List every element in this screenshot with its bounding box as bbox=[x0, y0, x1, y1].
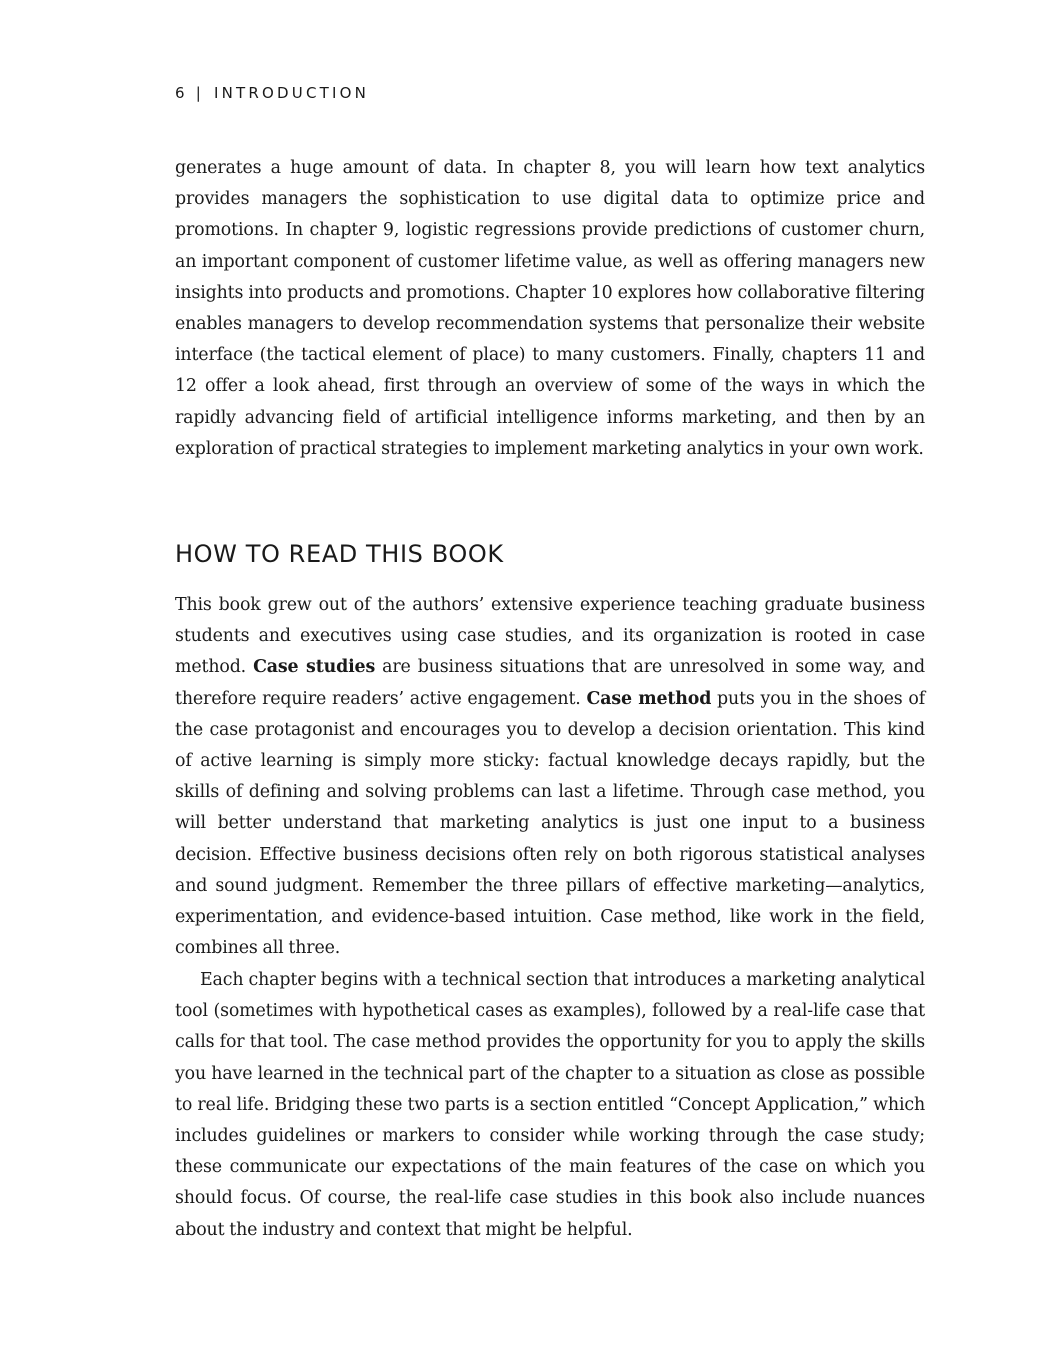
section-heading: HOW TO READ THIS BOOK bbox=[175, 540, 504, 568]
running-head-section: INTRODUCTION bbox=[214, 84, 370, 102]
term-case-studies: Case studies bbox=[253, 657, 376, 678]
running-head bbox=[175, 84, 369, 102]
term-case-method: Case method bbox=[586, 688, 712, 709]
paragraph-2-text-part-2: are business situations that are unresolved in some way, and therefore require readers’ active engagement. bbox=[175, 657, 925, 709]
paragraph-2-text-part-1: This book grew out of the authors’ extensive experience teaching graduate business students and executives using case studies, and its organization is rooted in case method. bbox=[175, 595, 925, 678]
body-paragraph-2 bbox=[175, 590, 925, 964]
running-head-separator: | bbox=[195, 84, 205, 102]
paragraph-2-text-part-3: puts you in the shoes of the case protagonist and encourages you to develop a decision orientation. This kind of active learning is simply more sticky: factual knowledge decays rapidly, but the skills of defining and solving problems can last a lifetime. Through case method, you will better understand that marketing analytics is just one input to a business decision. Effective business decisions often rely on both rigorous statistical analyses and sound judgment. Remember the three pillars of effective marketing—analytics, experimentation, and evidence-based intuition. Case method, like work in the field, combines all three. bbox=[175, 688, 926, 959]
body-paragraph-3: Each chapter begins with a technical section that introduces a marketing analytical tool (sometimes with hypothetical cases as examples), followed by a real-life case that calls for that tool. The case method provides the opportunity for you to apply the skills you have learned in the technical part of the chapter to a situation as close as possible to real life. Bridging these two parts is a section entitled “Concept Application,” which includes guidelines or markers to consider while working through the case study; these communicate our expectations of the main features of the case on which you should focus. Of course, the real-life case studies in this book also include nuances about the industry and context that might be helpful. bbox=[175, 970, 925, 1240]
body-paragraph-1: generates a huge amount of data. In chapter 8, you will learn how text analytics provides managers the sophistication to use digital data to optimize price and promotions. In chapter 9, logistic regressions provide predictions of customer churn, an important component of customer lifetime value, as well as offering managers new insights into products and promotions. Chapter 10 explores how collaborative filtering enables managers to develop recommendation systems that personalize their website interface (the tactical element of place) to many customers. Finally, chapters 11 and 12 offer a look ahead, first through an overview of some of the ways in which the rapidly advancing field of artificial intelligence informs marketing, and then by an exploration of practical strategies to implement marketing analytics in your own work. bbox=[175, 158, 925, 459]
page-number: 6 bbox=[175, 84, 188, 102]
